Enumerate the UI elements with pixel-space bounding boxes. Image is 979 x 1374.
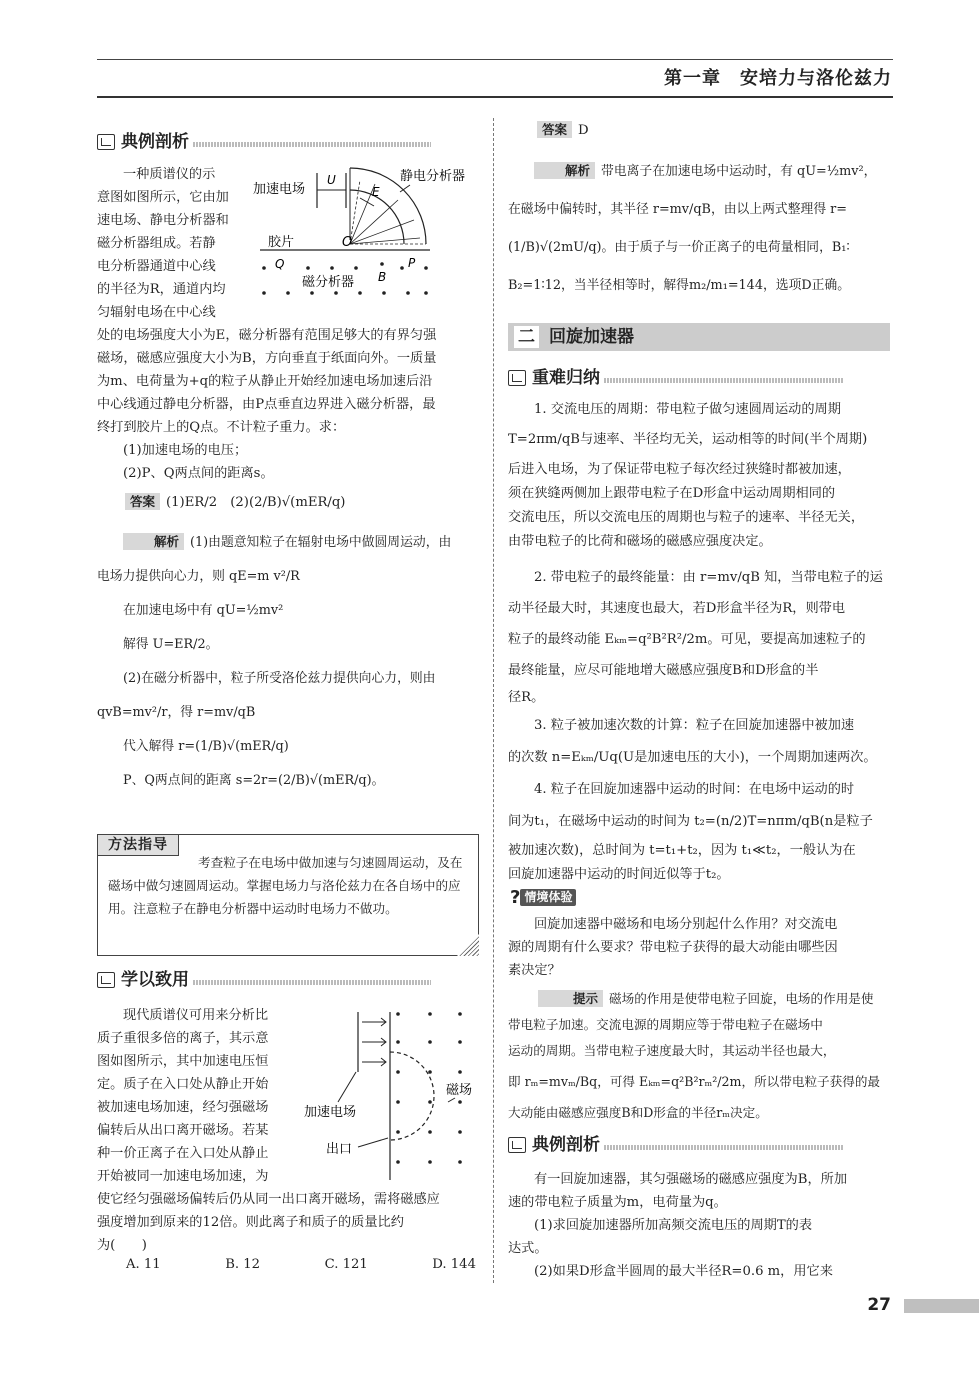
- column-divider: [493, 118, 494, 1283]
- text-line: 现代质谱仪可用来分析比: [123, 1008, 269, 1023]
- solution-line: P、Q两点间的距离 s=2r=(2/B)√(mER/q)。: [123, 773, 385, 788]
- label-accel-field: 加速电场: [304, 1105, 357, 1120]
- key-point-line: 后进入电场，为了保证带电粒子每次经过狭缝时都被加速，: [508, 462, 851, 477]
- key-point-line: 2. 带电粒子的最终能量：由 r=mv/qB 知，当带电粒子的运: [534, 570, 883, 585]
- practice-intro: [97, 1004, 301, 1188]
- option-d: D. 144: [432, 1257, 476, 1272]
- text-line: 为m、电荷量为+q的粒子从静止开始经加速电场加速后沿: [97, 374, 433, 389]
- section-title: 典例剖析: [532, 1134, 600, 1155]
- header-top-rule: [97, 59, 893, 60]
- solution-line: 解得 U=ER/2。: [123, 637, 219, 652]
- section-heading-example: [97, 130, 431, 154]
- label-mag-analyzer: 磁分析器: [302, 275, 355, 290]
- text-line: 回旋加速器中磁场和电场分别起什么作用？对交流电: [534, 917, 838, 932]
- key-point-line: 3. 粒子被加速次数的计算：粒子在回旋加速器中被加速: [534, 718, 855, 733]
- dotted-rule: [193, 980, 431, 985]
- text-line: 质子重很多倍的离子，其示意: [97, 1031, 269, 1046]
- section-title: 重难归纳: [532, 367, 600, 388]
- label-P: P: [408, 256, 416, 270]
- practice-rest: [97, 1188, 481, 1257]
- text-line: 处的电场强度大小为E，磁分析器有范围足够大的有界匀强: [97, 328, 437, 343]
- solution-line: 在加速电场中有 qU=½mv²: [123, 603, 284, 618]
- key-point-line: 4. 粒子在回旋加速器中运动的时间：在电场中运动的时: [534, 782, 855, 797]
- answer-text: (1)ER/2 (2)(2/B)√(mER/q): [166, 495, 346, 510]
- hint-line: 大动能由磁感应强度B和D形盒的半径rₘ决定。: [508, 1105, 768, 1120]
- section-heading-example-2: [508, 1133, 844, 1157]
- key-point-line: 交流电压，所以交流电压的周期也与粒子的速率、半径无关，: [508, 510, 865, 525]
- solution-tag: 解析: [534, 162, 595, 179]
- label-Q: Q: [275, 257, 285, 271]
- text-line: 意图如图所示，它由加: [97, 190, 229, 205]
- modern-spectrometer-figure: [300, 1002, 485, 1186]
- label-static-analyzer: 静电分析器: [400, 169, 466, 184]
- key-point-line: 须在狭缝两侧加上跟带电粒子在D形盒中运动周期相同的: [508, 486, 836, 501]
- scenario-tag: 情境体验: [520, 889, 576, 906]
- section-heading-key-points: [508, 366, 844, 390]
- text-line: 被加速电场加速，经匀强磁场: [97, 1100, 269, 1115]
- option-b: B. 12: [225, 1257, 261, 1272]
- text-line: 图如图所示，其中加速电压恒: [97, 1054, 269, 1069]
- solution-line: 电场力提供向心力，则 qE=m v²/R: [97, 569, 300, 584]
- page-number-bar: [904, 1299, 979, 1313]
- options-row: [126, 1253, 476, 1276]
- hint-block: [508, 986, 892, 1126]
- dotted-rule: [604, 1145, 844, 1150]
- solution-line: B₂=1∶12，当半径相等时，解得m₂/m₁=144，选项D正确。: [508, 278, 851, 293]
- chapter-section-bar: [508, 323, 890, 351]
- method-guide-text: 考查粒子在电场中做加速与匀速圆周运动，及在磁场中做匀速圆周运动。掌握电场力与洛伦兹力在各自场中的应用。注意粒子在静电分析器中运动时电场力不做功。: [108, 855, 463, 916]
- example-2-text: [508, 1168, 892, 1283]
- text-line: 磁分析器组成。若静: [97, 236, 216, 251]
- text-line: (1)求回旋加速器所加高频交流电压的周期T的表: [534, 1218, 813, 1233]
- section-icon: [508, 1137, 526, 1153]
- key-point-line: 由带电粒子的比荷和磁场的磁感应强度决定。: [508, 534, 772, 549]
- key-point-line: T=2πm/qB与速率、半径均无关，运动相等的时间(半个周期): [508, 432, 868, 447]
- answer-tag: 答案: [537, 121, 572, 138]
- section-icon: [97, 134, 115, 150]
- text-line: 中心线通过静电分析器，由P点垂直边界进入磁分析器，最: [97, 397, 436, 412]
- problem-rest: [97, 324, 481, 485]
- text-line: 源的周期有什么要求？带电粒子获得的最大动能由哪些因: [508, 940, 838, 955]
- text-line: 为( ): [97, 1238, 147, 1253]
- text-line: 磁场，磁感应强度大小为B，方向垂直于纸面向外。一质量: [97, 351, 437, 366]
- text-line: (2)如果D形盒半圆周的最大半径R=0.6 m，用它来: [534, 1264, 833, 1279]
- text-line: 偏转后从出口离开磁场。若某: [97, 1123, 269, 1138]
- problem-intro-wrap: [97, 163, 247, 324]
- key-points: [508, 398, 892, 886]
- question-1: (1)加速电场的电压；: [123, 443, 248, 458]
- solution-tag: 解析: [123, 533, 184, 550]
- solution-line: (1)由题意知粒子在辐射电场中做圆周运动，由: [190, 535, 452, 550]
- text-line: 使它经匀强磁场偏转后仍从同一出口离开磁场，需将磁感应: [97, 1192, 440, 1207]
- key-point-line: 径R。: [508, 690, 545, 705]
- right-solution: [508, 153, 892, 305]
- solution-block: [97, 526, 481, 798]
- page-number: 27: [867, 1295, 891, 1315]
- section-title: 典例剖析: [121, 131, 189, 152]
- question-2: (2)P、Q两点间的距离s。: [123, 466, 274, 481]
- corner-decoration: [457, 934, 479, 956]
- text-line: 素决定？: [508, 963, 561, 978]
- text-line: 速电场、静电分析器和: [97, 213, 229, 228]
- solution-line: (1/B)√(2mU/q)。由于质子与一价正离子的电荷量相同，B₁∶: [508, 240, 850, 255]
- solution-line: 带电离子在加速电场中运动时，有 qU=½mv²，: [601, 164, 877, 179]
- label-magnetic-field: 磁场: [446, 1083, 473, 1098]
- hint-line: 即 rₘ=mvₘ/Bq，可得 Eₖₘ=q²B²rₘ²/2m，所以带电粒子获得的最: [508, 1074, 881, 1089]
- header-bottom-rule: [97, 96, 893, 98]
- solution-line: 在磁场中偏转时，其半径 r=mv/qB，由以上两式整理得 r=: [508, 202, 848, 217]
- key-point-line: 最终能量，应尽可能地增大磁感应强度B和D形盒的半: [508, 663, 819, 678]
- section-icon: [508, 370, 526, 386]
- dotted-rule: [193, 142, 431, 147]
- answer-tag: 答案: [125, 493, 160, 510]
- section-icon: [97, 972, 115, 988]
- label-exit: 出口: [326, 1142, 353, 1157]
- key-point-line: 1. 交流电压的周期：带电粒子做匀速圆周运动的周期: [534, 402, 841, 417]
- text-line: 开始被同一加速电场加速，为: [97, 1169, 269, 1184]
- chapter-title: 第一章 安培力与洛伦兹力: [664, 68, 892, 89]
- text-line: 种一价正离子在入口处从静止: [97, 1146, 269, 1161]
- label-film: 胶片: [268, 235, 295, 250]
- solution-line: qvB=mv²/r，得 r=mv/qB: [97, 705, 256, 720]
- key-point-line: 的次数 n=Eₖₘ/Uq(U是加速电压的大小)，一个周期加速两次。: [508, 750, 877, 765]
- section-title: 学以致用: [121, 969, 189, 990]
- answer-block: [125, 490, 481, 516]
- hint-tag: 提示: [538, 990, 603, 1007]
- hint-line: 带电粒子加速。交流电源的周期应等于带电粒子在磁场中: [508, 1017, 823, 1032]
- solution-line: 代入解得 r=(1/B)√(mER/q): [123, 739, 289, 754]
- text-line: 达式。: [508, 1241, 548, 1256]
- method-guide-title: 方法指导: [97, 834, 179, 856]
- text-line: 强度增加到原来的12倍。则此离子和质子的质量比约: [97, 1215, 404, 1230]
- text-line: 匀辐射电场在中心线: [97, 305, 216, 320]
- dotted-rule: [604, 378, 844, 383]
- key-point-line: 被加速次数)，总时间为 t=t₁+t₂，因为 t₁≪t₂，一般认为在: [508, 843, 856, 858]
- section-number: 二: [514, 326, 539, 348]
- label-accel-field: 加速电场: [253, 182, 306, 197]
- scenario-question: [508, 913, 892, 982]
- label-B: B: [378, 270, 387, 284]
- option-a: A. 11: [126, 1257, 161, 1272]
- scenario-heading: [510, 886, 576, 909]
- label-U: U: [327, 173, 336, 187]
- method-guide-box: [97, 834, 479, 956]
- key-point-line: 粒子的最终动能 Eₖₘ=q²B²R²/2m。可见，要提高加速粒子的: [508, 632, 866, 647]
- key-point-line: 间为t₁，在磁场中运动的时间为 t₂=(n/2)T=nπm/qB(n是粒子: [508, 814, 873, 829]
- question-mark-icon: ?: [510, 887, 521, 908]
- right-answer: [537, 119, 589, 142]
- text-line: 有一回旋加速器，其匀强磁场的磁感应强度为B，所加: [534, 1172, 848, 1187]
- text-line: 定。质子在入口处从静止开始: [97, 1077, 269, 1092]
- hint-line: 磁场的作用是使带电粒子回旋，电场的作用是使: [609, 991, 874, 1006]
- text-line: 速的带电粒子质量为m，电荷量为q。: [508, 1195, 727, 1210]
- label-E: E: [372, 185, 380, 199]
- solution-line: (2)在磁分析器中，粒子所受洛伦兹力提供向心力，则由: [123, 671, 436, 686]
- text-line: 的半径为R，通道内均: [97, 282, 226, 297]
- hint-line: 运动的周期。当带电粒子速度最大时，其运动半径也最大，: [508, 1043, 836, 1058]
- answer-text: D: [578, 123, 589, 138]
- mass-spectrometer-figure: [250, 160, 482, 302]
- section-heading-practice: [97, 968, 431, 992]
- key-point-line: 动半径最大时，其速度也最大，若D形盒半径为R，则带电: [508, 601, 846, 616]
- label-O: O: [342, 235, 353, 250]
- text-line: 一种质谱仪的示: [123, 167, 216, 182]
- option-c: C. 121: [324, 1257, 368, 1272]
- key-point-line: 回旋加速器中运动的时间近似等于t₂。: [508, 867, 730, 882]
- text-line: 电分析器通道中心线: [97, 259, 216, 274]
- section-title: 回旋加速器: [549, 326, 634, 347]
- text-line: 终打到胶片上的Q点。不计粒子重力。求：: [97, 420, 346, 435]
